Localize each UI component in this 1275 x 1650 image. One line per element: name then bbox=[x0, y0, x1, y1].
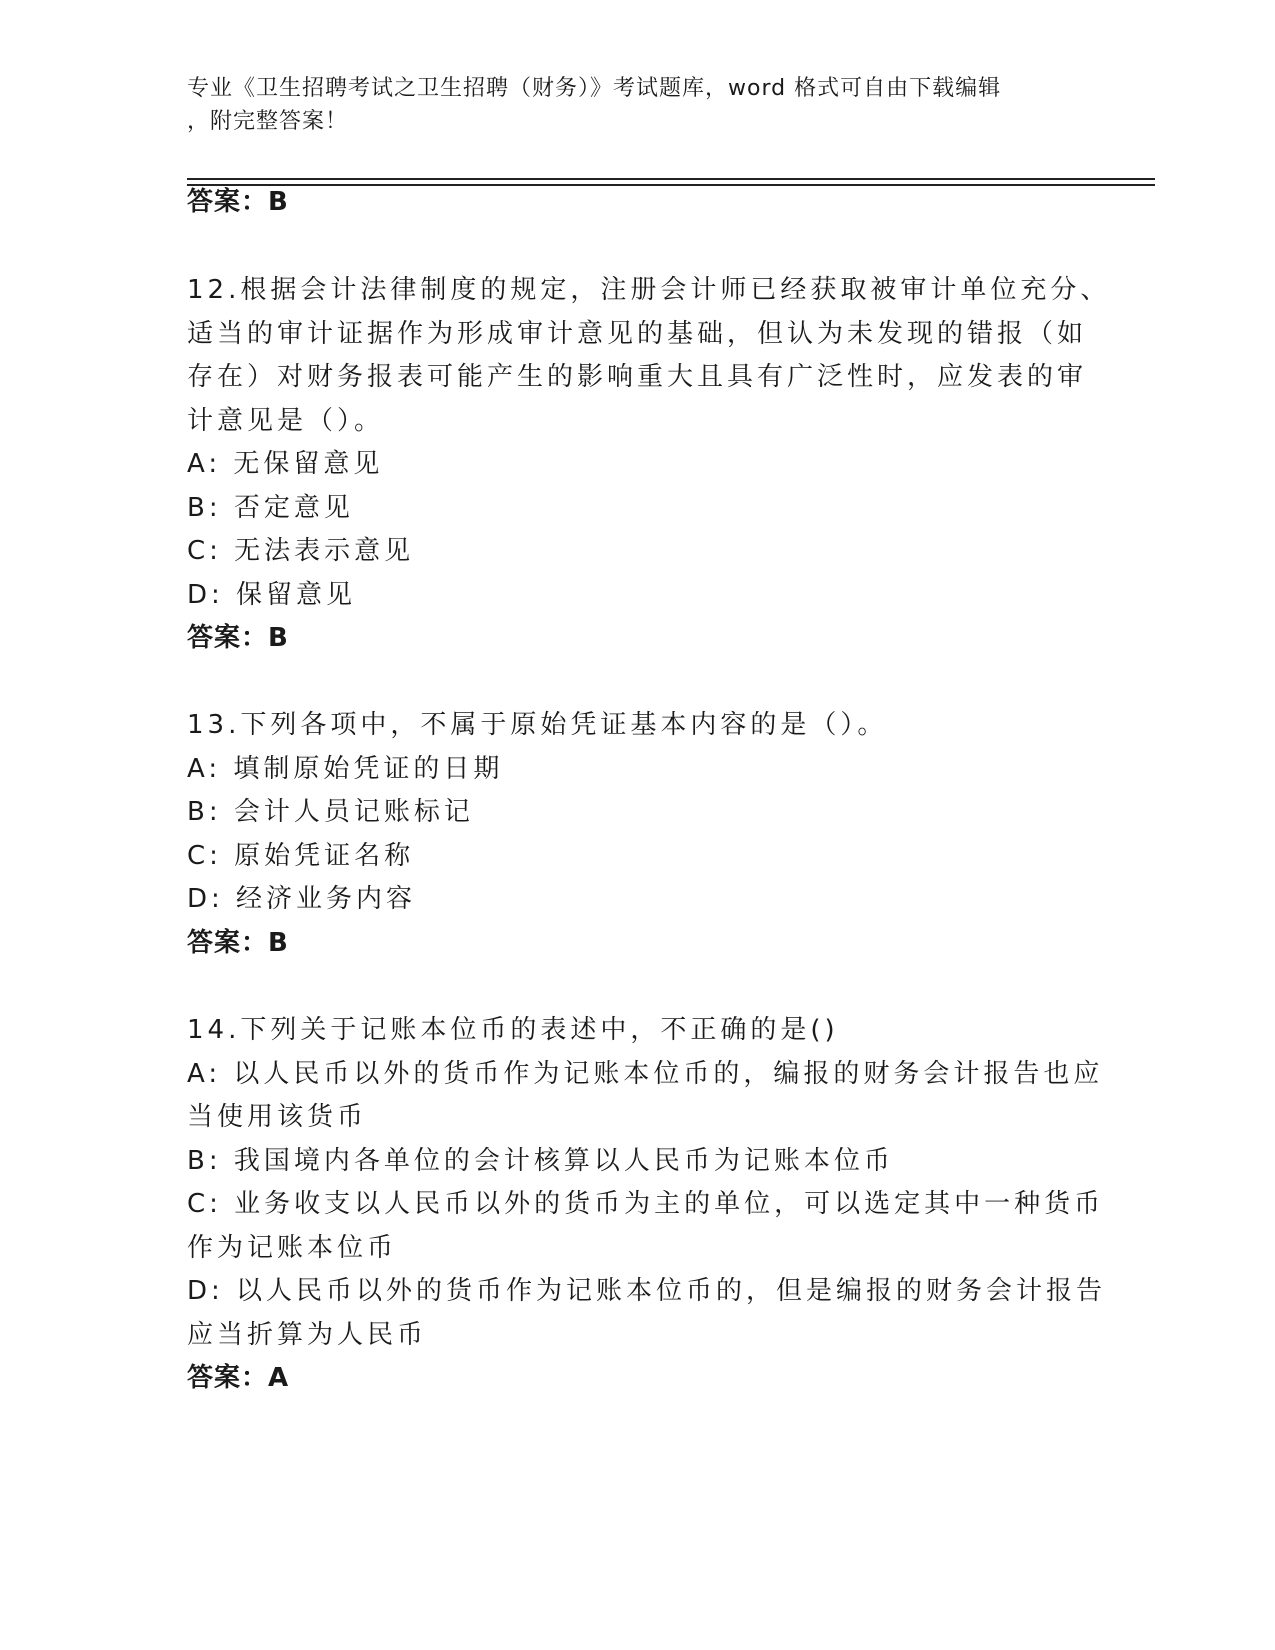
header-divider-bottom bbox=[187, 184, 1155, 186]
q12-stem-line: 适当的审计证据作为形成审计意见的基础，但认为未发现的错报（如 bbox=[187, 319, 1088, 349]
q12-stem-line: 12.根据会计法律制度的规定，注册会计师已经获取被审计单位充分、 bbox=[187, 275, 1111, 305]
q13-option-c: C: 原始凭证名称 bbox=[187, 841, 415, 871]
q13-option-b: B: 会计人员记账标记 bbox=[187, 797, 474, 827]
q12-answer: 答案：B bbox=[187, 623, 289, 653]
q14-option-a-line: 当使用该货币 bbox=[187, 1102, 368, 1132]
document-header bbox=[187, 72, 1067, 138]
q12-option-a: A: 无保留意见 bbox=[187, 449, 384, 479]
q12-option-d: D: 保留意见 bbox=[187, 580, 357, 610]
q14-option-c-line: C: 业务收支以人民币以外的货币为主的单位，可以选定其中一种货币 bbox=[187, 1189, 1105, 1219]
header-line-1: 专业《卫生招聘考试之卫生招聘（财务）》考试题库，word 格式可自由下载编辑 bbox=[187, 76, 1002, 101]
q12-option-b: B: 否定意见 bbox=[187, 493, 354, 523]
header-divider-top bbox=[187, 178, 1155, 180]
previous-answer: 答案：B bbox=[187, 187, 289, 217]
q13-stem-line: 13.下列各项中，不属于原始凭证基本内容的是（）。 bbox=[187, 710, 888, 740]
q14-option-a-line: A: 以人民币以外的货币作为记账本位币的，编报的财务会计报告也应 bbox=[187, 1059, 1104, 1089]
q14-option-d-line: D: 以人民币以外的货币作为记账本位币的，但是编报的财务会计报告 bbox=[187, 1276, 1107, 1306]
q14-option-d-line: 应当折算为人民币 bbox=[187, 1320, 428, 1350]
q14-option-b-line: B: 我国境内各单位的会计核算以人民币为记账本位币 bbox=[187, 1146, 894, 1176]
q13-answer: 答案：B bbox=[187, 928, 289, 958]
q12-stem-line: 计意见是（）。 bbox=[187, 406, 385, 436]
q14-stem-line: 14.下列关于记账本位币的表述中，不正确的是() bbox=[187, 1015, 839, 1045]
header-line-2: ，附完整答案！ bbox=[187, 109, 349, 134]
q12-stem-line: 存在）对财务报表可能产生的影响重大且具有广泛性时，应发表的审 bbox=[187, 362, 1088, 392]
q14-option-c-line: 作为记账本位币 bbox=[187, 1233, 398, 1263]
q12-option-c: C: 无法表示意见 bbox=[187, 536, 415, 566]
q13-option-d: D: 经济业务内容 bbox=[187, 884, 417, 914]
q14-answer: 答案：A bbox=[187, 1363, 290, 1393]
q13-option-a: A: 填制原始凭证的日期 bbox=[187, 754, 504, 784]
